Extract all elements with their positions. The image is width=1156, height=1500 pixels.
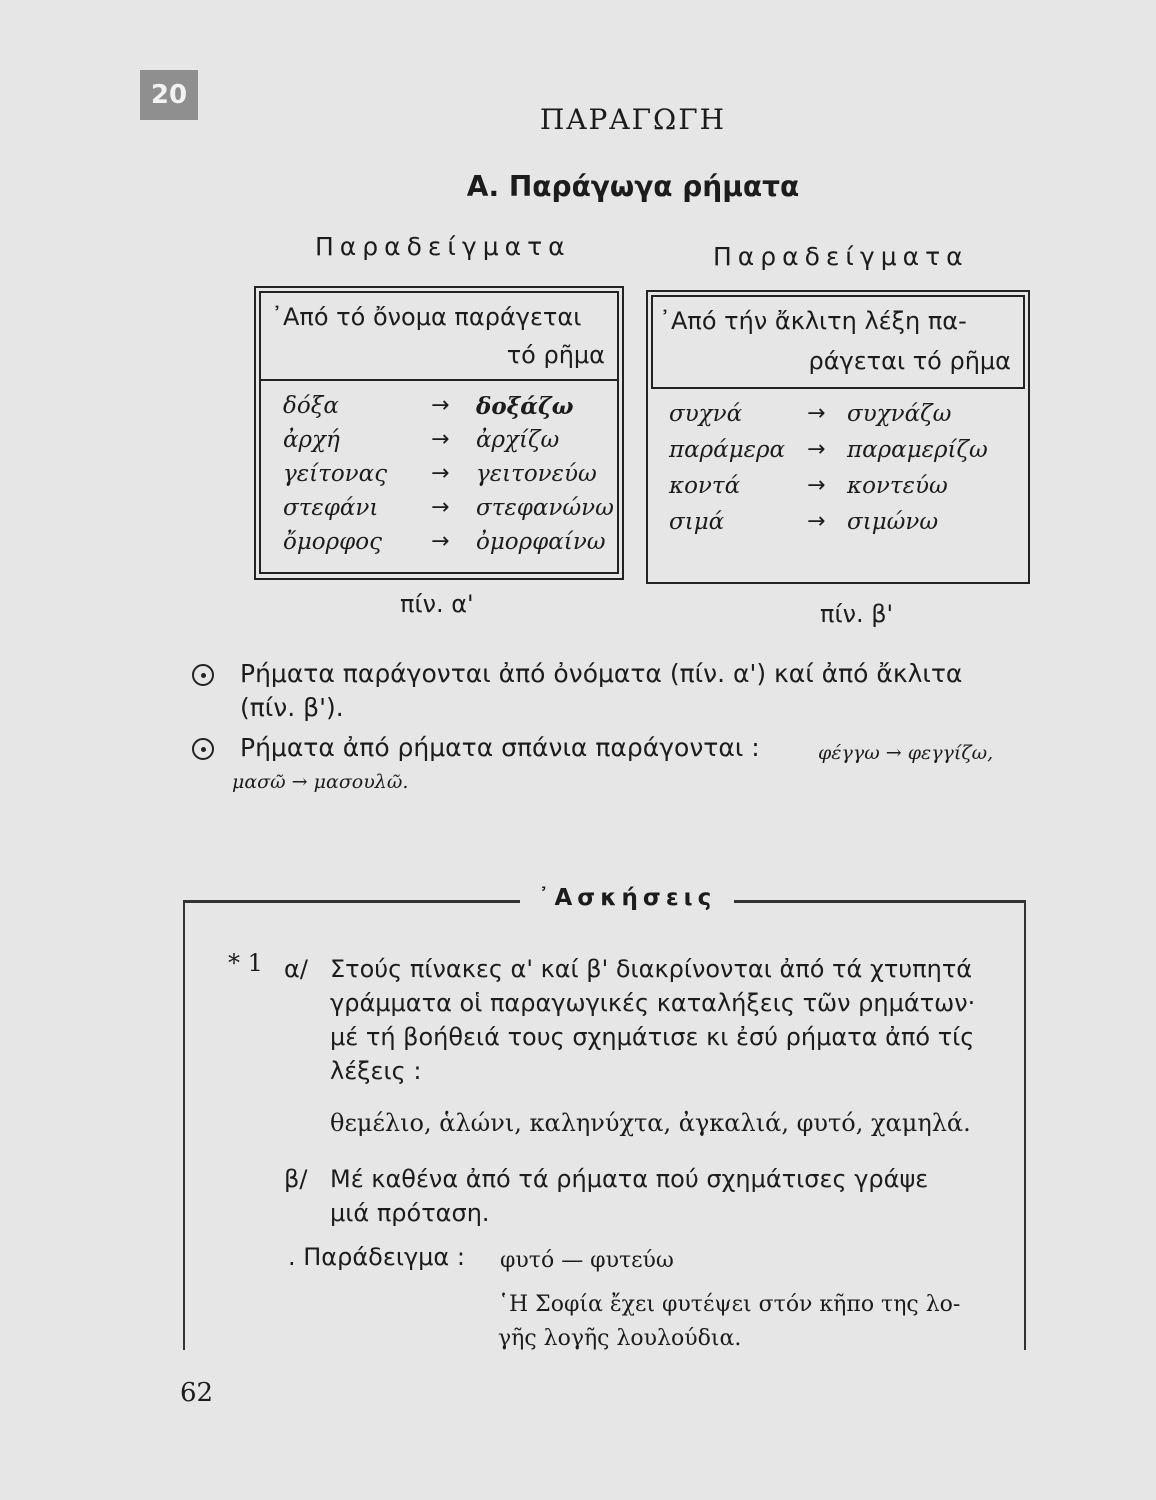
table-b-heading-line2: ράγεται τό ρῆμα xyxy=(808,347,1011,375)
bullet-icon xyxy=(192,664,214,686)
page-number: 62 xyxy=(180,1378,214,1408)
example-sentence-line-1: ῾Η Σοφία ἔχει φυτέψει στόν κῆπο της λο- xyxy=(498,1292,961,1317)
table-a-verb: ἀρχίζω xyxy=(476,427,560,453)
note-2-line-2: μασῶ → μασουλῶ. xyxy=(232,771,409,793)
table-b xyxy=(646,290,1030,584)
table-b-verb: κοντεύω xyxy=(847,473,948,499)
part-a-line: Στούς πίνακες α' καί β' διακρίνονται ἀπό τά χτυπητά xyxy=(330,955,973,983)
table-a-noun: στεφάνι xyxy=(283,495,379,521)
chapter-title: ΠΑΡΑΓΩΓΗ xyxy=(539,103,727,136)
note-2-example-1: φέγγω → φεγγίζω, xyxy=(818,742,994,764)
table-a-heading xyxy=(259,291,619,381)
table-b-caption: πίν. β' xyxy=(820,600,894,628)
table-a-heading-line2: τό ρῆμα xyxy=(506,341,605,369)
exercise-1-marker: * 1 xyxy=(228,949,263,977)
table-b-heading xyxy=(651,295,1025,389)
arrow-icon: → xyxy=(807,401,826,426)
table-b-verb: σιμώνω xyxy=(847,509,939,535)
table-a-noun: ἀρχή xyxy=(283,427,340,453)
note-1-line-1: Ρήματα παράγονται ἀπό ὀνόματα (πίν. α') καί ἀπό ἄκλιτα xyxy=(240,659,963,688)
table-a-noun: γείτονας xyxy=(283,461,388,487)
table-a-noun: ὄμορφος xyxy=(283,529,382,555)
table-a xyxy=(254,286,624,580)
table-a-noun: δόξα xyxy=(283,393,339,419)
part-b-line: Μέ καθένα ἀπό τά ρήματα πού σχημάτισες γράψε xyxy=(330,1165,929,1193)
arrow-icon: → xyxy=(431,393,450,418)
part-a-marker: α/ xyxy=(284,955,308,983)
part-a-line: μέ τή βοήθειά τους σχημάτισε κι ἐσύ ρήματα ἀπό τίς xyxy=(330,1023,975,1051)
table-b-word: σιμά xyxy=(669,509,725,535)
table-a-caption: πίν. α' xyxy=(400,590,474,618)
arrow-icon: → xyxy=(807,473,826,498)
table-b-word: παράμερα xyxy=(669,437,786,463)
table-a-heading-line1: ᾿Από τό ὄνομα παράγεται xyxy=(271,303,582,331)
part-b-marker: β/ xyxy=(284,1165,308,1193)
table-b-heading-line1: ᾿Από τήν ἄκλιτη λέξη πα- xyxy=(659,307,967,335)
examples-label-left: Παραδείγματα xyxy=(315,232,571,261)
arrow-icon: → xyxy=(431,427,450,452)
bullet-icon xyxy=(192,738,214,760)
table-a-verb: γειτονεύω xyxy=(476,461,597,487)
table-a-body xyxy=(259,381,619,574)
example-pair: φυτό — φυτεύω xyxy=(500,1248,674,1273)
example-sentence-line-2: γῆς λογῆς λουλούδια. xyxy=(498,1326,742,1351)
arrow-icon: → xyxy=(431,461,450,486)
table-b-body xyxy=(651,389,1025,539)
table-b-verb: συχνάζω xyxy=(847,401,952,427)
part-a-line: γράμματα οἱ παραγωγικές καταλήξεις τῶν ρημάτων· xyxy=(330,989,976,1017)
table-b-word: συχνά xyxy=(669,401,743,427)
section-title: Α. Παράγωγα ρήματα xyxy=(466,170,800,203)
note-2-line-1: Ρήματα ἀπό ρήματα σπάνια παράγονται : xyxy=(240,733,760,762)
arrow-icon: → xyxy=(431,529,450,554)
table-b-word: κοντά xyxy=(669,473,741,499)
table-a-verb: στεφανώνω xyxy=(476,495,614,521)
examples-label-right: Παραδείγματα xyxy=(713,242,969,271)
arrow-icon: → xyxy=(807,437,826,462)
table-b-verb: παραμερίζω xyxy=(847,437,988,463)
arrow-icon: → xyxy=(431,495,450,520)
example-label: . Παράδειγμα : xyxy=(288,1243,465,1271)
part-a-line: λέξεις : xyxy=(330,1057,422,1085)
exercises-title: ᾿Ασκήσεις xyxy=(520,885,734,911)
table-a-verb: δοξάζω xyxy=(476,393,574,420)
words-line: θεμέλιο, ἁλώνι, καληνύχτα, ἀγκαλιά, φυτό, χαμηλά. xyxy=(330,1109,971,1137)
page-badge: 20 xyxy=(140,70,198,120)
table-a-verb: ὀμορφαίνω xyxy=(476,529,606,555)
part-b-line: μιά πρόταση. xyxy=(330,1199,490,1227)
arrow-icon: → xyxy=(807,509,826,534)
note-1-line-2: (πίν. β'). xyxy=(240,693,344,722)
